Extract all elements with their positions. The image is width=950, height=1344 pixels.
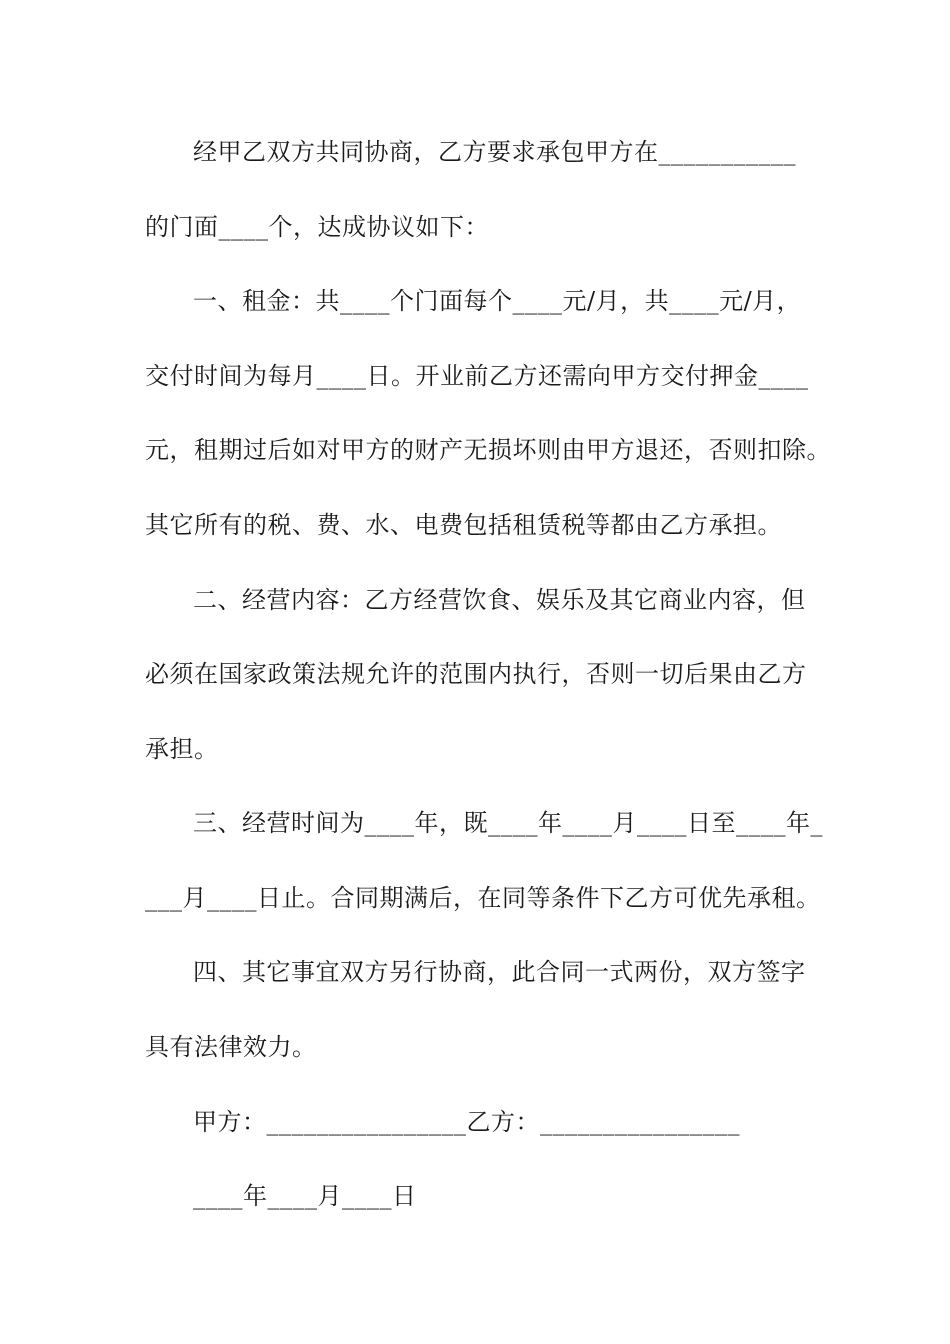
paragraph-line: 其它所有的税、费、水、电费包括租赁税等都由乙方承担。 (145, 511, 782, 539)
paragraph-line: 一、租金：共____个门面每个____元/月，共____元/月， (193, 287, 802, 315)
paragraph-line: 交付时间为每月____日。开业前乙方还需向甲方交付押金____ (145, 362, 809, 390)
paragraph-line: ___月____日止。合同期满后，在同等条件下乙方可优先承租。 (145, 884, 821, 912)
date-line: ____年____月____日 (193, 1182, 417, 1210)
paragraph-line: 二、经营内容：乙方经营饮食、娱乐及其它商业内容，但 (193, 586, 806, 614)
paragraph-line: 经甲乙双方共同协商，乙方要求承包甲方在___________ (193, 138, 796, 166)
paragraph-line: 四、其它事宜双方另行协商，此合同一式两份，双方签字 (193, 958, 806, 986)
paragraph-line: 必须在国家政策法规允许的范围内执行，否则一切后果由乙方 (145, 660, 807, 688)
paragraph-line: 三、经营时间为____年，既____年____月____日至____年_ (193, 809, 823, 837)
paragraph-line: 具有法律效力。 (145, 1033, 317, 1061)
paragraph-line: 承担。 (145, 735, 219, 763)
paragraph-line: 的门面____个，达成协议如下： (145, 213, 489, 241)
paragraph-line: 元，租期过后如对甲方的财产无损坏则由甲方退还，否则扣除。 (145, 436, 831, 464)
signature-line: 甲方：________________乙方：________________ (193, 1108, 740, 1136)
